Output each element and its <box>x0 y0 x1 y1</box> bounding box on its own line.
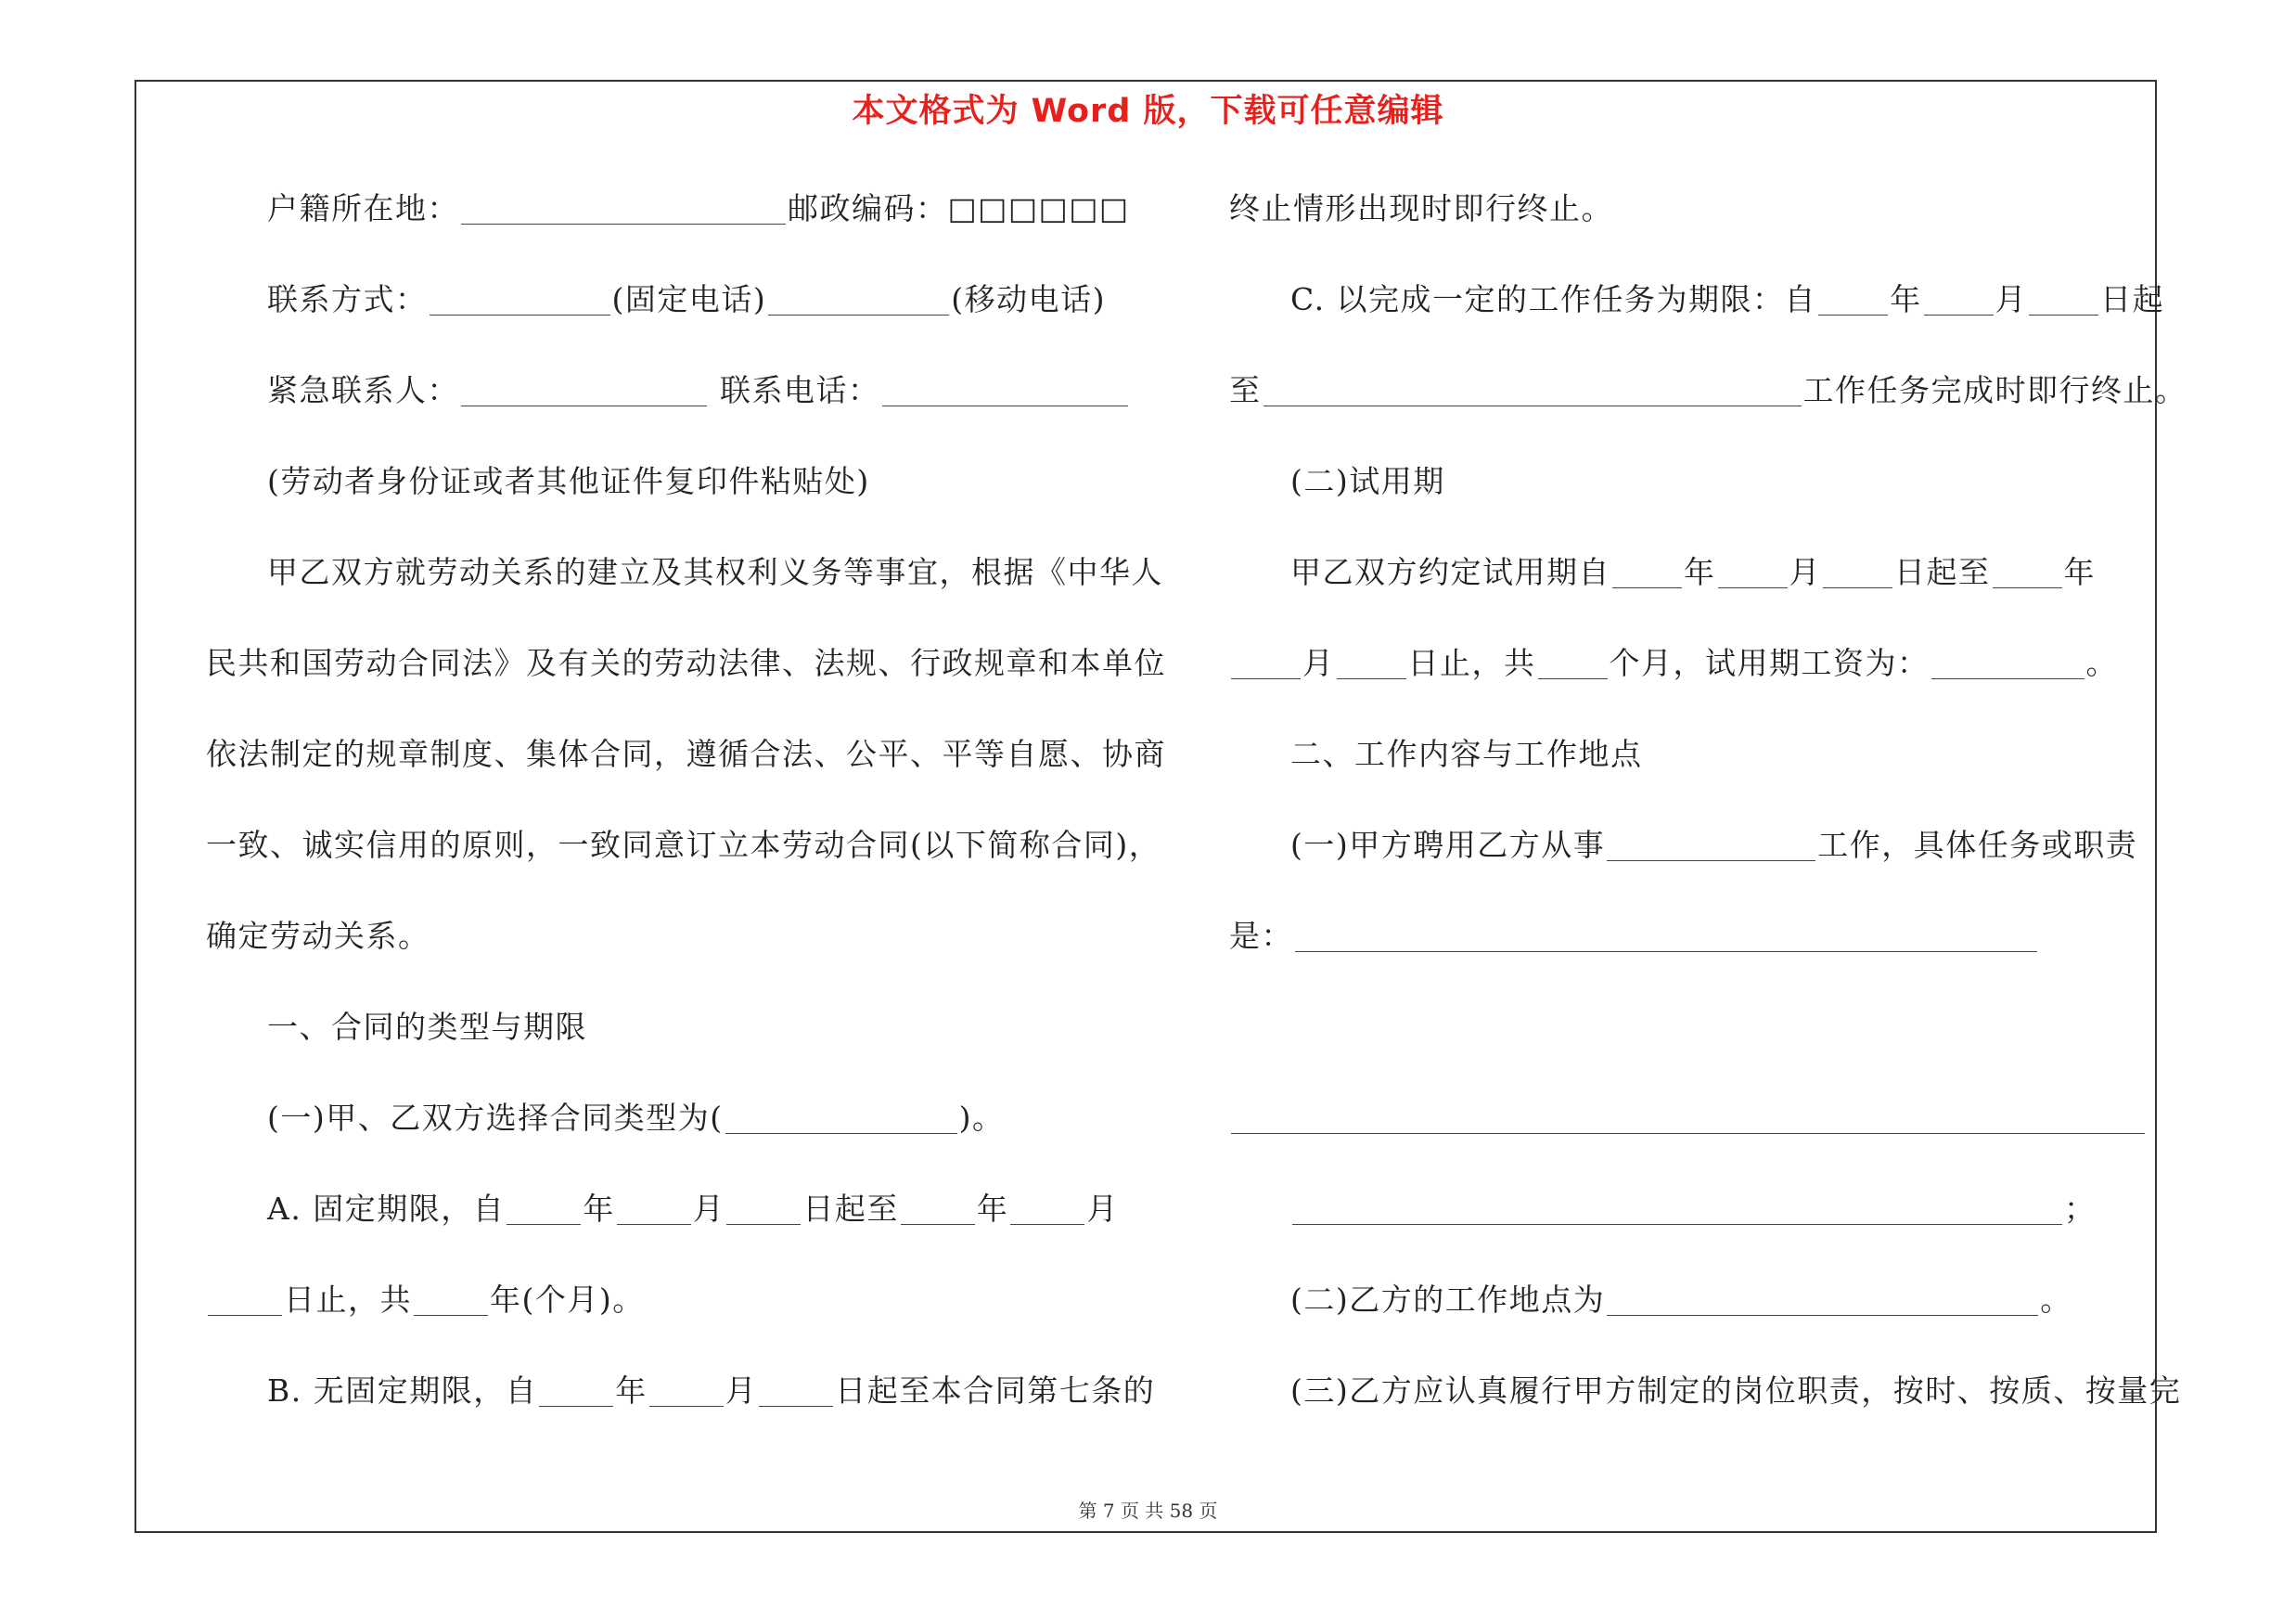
mobile-phone-label: (移动电话) <box>951 281 1106 317</box>
location-line <box>1229 1255 2166 1346</box>
fixed-phone-label: (固定电话) <box>611 281 767 317</box>
day-from-label: 日起 <box>2100 281 2165 317</box>
duties-blank-line <box>1229 1073 2166 1164</box>
blank <box>617 1193 691 1225</box>
document-banner: 本文格式为 Word 版，下载可任意编辑 <box>852 93 1444 130</box>
year-label: 年 <box>2063 554 2096 590</box>
employ-label: (一)甲方聘用乙方从事 <box>1290 827 1606 863</box>
duties-line: (三)乙方应认真履行甲方制定的岗位职责，按时、按质、按量完 <box>1290 1372 2182 1409</box>
empty-line <box>1229 982 2166 1073</box>
location-label: (二)乙方的工作地点为 <box>1290 1282 1606 1318</box>
months-salary-label: 个月，试用期工资为： <box>1609 645 1930 681</box>
blank <box>1718 557 1788 588</box>
blank <box>759 1375 833 1407</box>
month-label: 月 <box>725 1372 758 1409</box>
semicolon: ； <box>2064 1191 2097 1227</box>
phone-blank <box>882 375 1128 406</box>
blank <box>1538 648 1608 679</box>
period: 。 <box>2085 645 2118 681</box>
day-from-to-label: 日起至 <box>1894 554 1991 590</box>
emergency-line <box>206 345 1143 436</box>
period: 。 <box>2040 1282 2072 1318</box>
duties-is-line <box>1229 891 2166 982</box>
postcode-boxes: □□□□□□ <box>947 190 1130 226</box>
right-column <box>1229 163 2187 1436</box>
blank <box>1993 557 2062 588</box>
para1-line2: 民共和国劳动合同法》及有关的劳动法律、法规、行政规章和本单位 <box>206 645 1166 681</box>
blank <box>539 1375 613 1407</box>
blank <box>1010 1193 1084 1225</box>
task-end-label: 工作任务完成时即行终止。 <box>1802 372 2187 408</box>
is-label: 是： <box>1229 918 1293 954</box>
hukou-line <box>206 163 1143 254</box>
page-footer: 第 7 页 共 58 页 <box>1078 1500 1218 1522</box>
day-from-to-label: 日起至 <box>802 1191 899 1227</box>
month-label: 月 <box>692 1191 725 1227</box>
contract-type-close: )。 <box>958 1100 1005 1136</box>
blank <box>1924 284 1994 316</box>
year-label: 年 <box>583 1191 615 1227</box>
salary-blank <box>1931 648 2084 679</box>
emergency-blank <box>461 375 707 406</box>
task-blank <box>1263 375 1802 406</box>
fixed-phone-blank <box>430 284 610 316</box>
blank <box>414 1284 488 1316</box>
blank <box>1818 284 1888 316</box>
postcode-label: 邮政编码： <box>788 190 948 226</box>
emergency-label: 紧急联系人： <box>267 372 459 408</box>
mobile-phone-blank <box>768 284 949 316</box>
para1-line3: 依法制定的规章制度、集体合同，遵循合法、公平、平等自愿、协商 <box>206 736 1166 772</box>
blank <box>1231 648 1301 679</box>
duties-blank <box>1231 1102 2145 1134</box>
blank <box>1337 648 1406 679</box>
contract-type-blank <box>725 1102 957 1134</box>
open-term-line <box>206 1346 1156 1436</box>
left-column <box>206 163 1166 1436</box>
to-label: 至 <box>1229 372 1262 408</box>
blank <box>208 1284 282 1316</box>
para1-line5: 确定劳动关系。 <box>206 918 430 954</box>
hukou-blank <box>461 193 786 225</box>
blank <box>901 1193 975 1225</box>
section2-title: 二、工作内容与工作地点 <box>1290 736 1643 772</box>
duties-blank <box>1295 921 2037 952</box>
duties-blank <box>1292 1193 2062 1225</box>
month-label: 月 <box>1995 281 2028 317</box>
task-term-line <box>1229 254 2166 345</box>
blank <box>649 1375 724 1407</box>
employ-tail: 工作，具体任务或职责 <box>1817 827 2138 863</box>
contact-line <box>206 254 1143 345</box>
contact-label: 联系方式： <box>267 281 428 317</box>
open-term-tail: 日起至本合同第七条的 <box>835 1372 1156 1409</box>
phone-label: 联系电话： <box>720 372 880 408</box>
duties-blank-line2 <box>1229 1164 2166 1255</box>
task-term-label: C. 以完成一定的工作任务为期限：自 <box>1290 281 1817 317</box>
termination-cont-line: 终止情形出现时即行终止。 <box>1229 190 1613 226</box>
year-label: 年 <box>1684 554 1716 590</box>
blank <box>1612 557 1682 588</box>
contract-type-label: (一)甲、乙双方选择合同类型为( <box>267 1100 724 1136</box>
probation-line <box>1229 527 2166 618</box>
employ-line <box>1229 800 2166 891</box>
probation-label: 甲乙双方约定试用期自 <box>1290 554 1610 590</box>
month-label: 月 <box>1086 1191 1119 1227</box>
id-paste-line: (劳动者身份证或者其他证件复印件粘贴处) <box>267 463 870 499</box>
month-label: 月 <box>1789 554 1821 590</box>
open-term-label: B. 无固定期限，自 <box>267 1372 538 1409</box>
year-label: 年 <box>615 1372 648 1409</box>
year-label: 年 <box>976 1191 1009 1227</box>
fixed-term-line <box>206 1164 1143 1255</box>
day-stop-label: 日止，共 <box>1407 645 1536 681</box>
contract-type-line <box>206 1073 1143 1164</box>
location-blank <box>1607 1284 2038 1316</box>
blank <box>726 1193 801 1225</box>
probation-line2 <box>1229 618 2166 709</box>
task-term-line2 <box>1229 345 2187 436</box>
probation-title: (二)试用期 <box>1290 463 1445 499</box>
para1-line4: 一致、诚实信用的原则，一致同意订立本劳动合同(以下简称合同)， <box>206 827 1161 863</box>
hukou-label: 户籍所在地： <box>267 190 459 226</box>
year-label: 年 <box>1890 281 1922 317</box>
para1-line1: 甲乙双方就劳动关系的建立及其权利义务等事宜，根据《中华人 <box>267 554 1163 590</box>
fixed-term-label: A. 固定期限，自 <box>267 1191 506 1227</box>
fixed-term-line2 <box>206 1255 1143 1346</box>
job-blank <box>1607 830 1815 861</box>
section1-title: 一、合同的类型与期限 <box>267 1009 587 1045</box>
year-months-label: 年(个月)。 <box>490 1282 645 1318</box>
blank <box>507 1193 581 1225</box>
month-label: 月 <box>1302 645 1335 681</box>
blank <box>2029 284 2098 316</box>
day-stop-label: 日止，共 <box>284 1282 412 1318</box>
blank <box>1823 557 1892 588</box>
